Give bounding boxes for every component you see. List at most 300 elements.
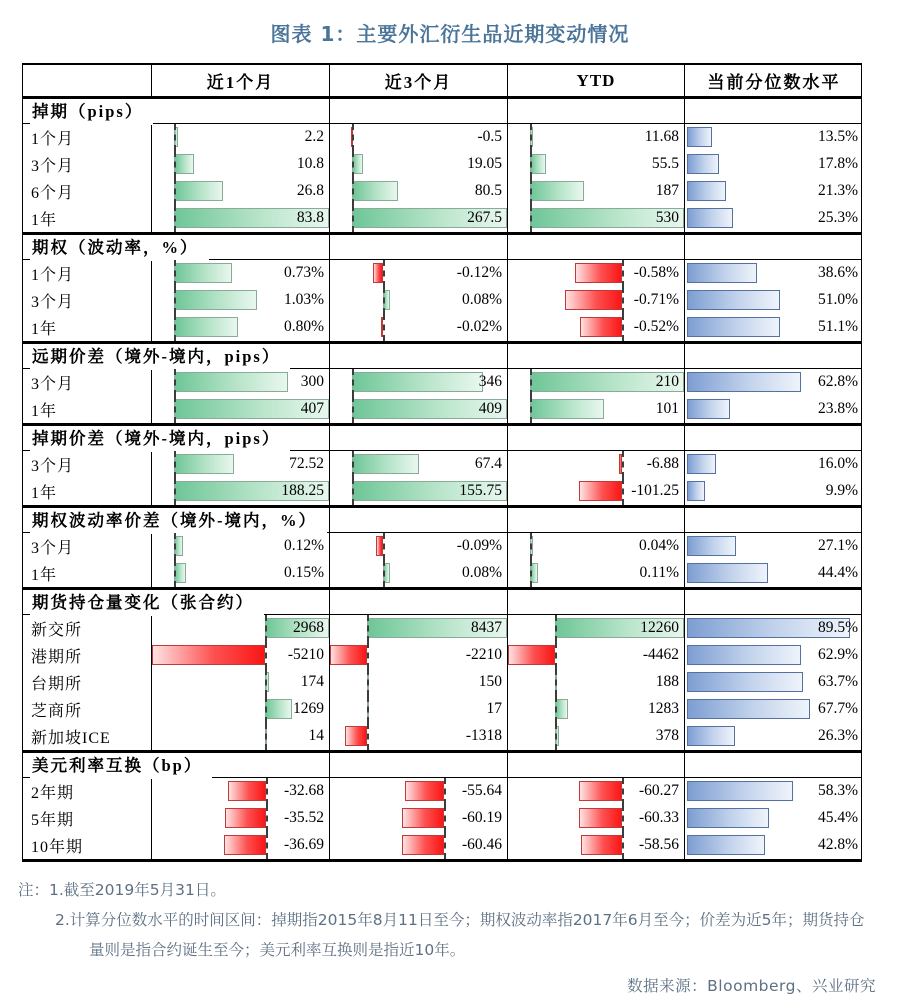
value-cell [151,723,329,750]
percentile-cell [684,723,863,750]
row-label: 3个月 [31,376,75,393]
value-label: 174 [300,673,324,690]
percentile-label: 67.7% [817,700,858,717]
percentile-label: 17.8% [817,155,858,172]
value-label: -55.64 [461,782,502,799]
column-divider [507,235,508,259]
column-divider [329,235,330,259]
value-cell [151,314,329,341]
zero-axis-line [383,314,385,341]
row-label: 3个月 [31,540,75,557]
percentile-label: 62.9% [817,646,858,663]
value-label: 378 [655,727,679,744]
column-divider [329,344,330,368]
value-label: 0.15% [283,564,324,581]
value-label: 346 [478,373,502,390]
percentile-cell [684,396,863,423]
value-label: 150 [478,673,502,690]
positive-bar [174,181,224,201]
value-cell [329,723,507,750]
section-title: 期权（波动率，%） [30,235,209,261]
row-label: 1年 [31,212,58,229]
positive-bar [530,399,604,419]
value-cell [507,615,684,642]
percentile-cell [684,451,863,478]
value-label: 14 [308,727,324,744]
zero-axis-line [622,287,624,314]
table-row [23,533,861,560]
percentile-cell [684,205,863,232]
zero-axis-line [555,696,557,723]
value-cell [507,451,684,478]
zero-axis-line [622,451,624,478]
value-label: 2968 [293,619,324,636]
column-divider [507,99,508,123]
zero-axis-line [622,778,624,805]
zero-axis-line [174,287,176,314]
negative-bar [579,781,621,801]
percentile-label: 9.9% [825,482,858,499]
row-label: 2年期 [31,785,75,802]
table-row [23,832,861,859]
percentile-cell [684,669,863,696]
percentile-bar [687,290,780,310]
zero-axis-line [367,723,369,750]
table-row [23,124,861,151]
value-cell [151,151,329,178]
value-label: 26.8 [296,182,324,199]
percentile-bar [687,726,735,746]
value-cell [151,832,329,859]
value-label: 0.04% [638,537,679,554]
value-label: 0.12% [283,537,324,554]
percentile-bar [687,781,793,801]
zero-axis-line [622,478,624,505]
percentile-cell [684,642,863,669]
percentile-cell [684,260,863,287]
percentile-cell [684,478,863,505]
value-cell [507,723,684,750]
value-label: -0.58% [633,264,679,281]
value-cell [329,478,507,505]
row-label: 芝商所 [31,703,83,720]
zero-axis-line [367,615,369,642]
percentile-label: 27.1% [817,537,858,554]
percentile-label: 42.8% [817,836,858,853]
column-divider [329,99,330,123]
row-label: 台期所 [31,676,83,693]
zero-axis-line [174,451,176,478]
value-cell [151,260,329,287]
row-label: 3个月 [31,458,75,475]
negative-bar [402,808,444,828]
row-label: 新加坡ICE [31,730,111,747]
section-title: 期权波动率价差（境外-境内，%） [30,508,327,534]
table-row [23,642,861,669]
value-label: 67.4 [474,455,502,472]
negative-bar [152,645,265,665]
negative-bar [508,645,555,665]
table-row [23,369,861,396]
footnote-2: 2.计算分位数水平的时间区间：掉期指2015年8月11日至今；期权波动率指2017年6月至今；价差为近5年；期货持仓量则是指合约诞生至今；美元利率互换则是指近10年。 [55,911,865,960]
zero-axis-line [530,124,532,151]
value-cell [329,369,507,396]
value-cell [329,778,507,805]
zero-axis-line [174,369,176,396]
value-cell [507,696,684,723]
column-divider [684,99,685,123]
table-row [23,178,861,205]
value-label: 101 [655,400,679,417]
row-label: 新交所 [31,622,83,639]
column-divider [684,426,685,450]
source-credit: 数据来源：Bloomberg、兴业研究 [627,976,876,995]
zero-axis-line [174,260,176,287]
value-cell [329,669,507,696]
table-body [23,96,861,859]
value-label: -101.25 [631,482,679,499]
negative-bar [580,317,622,337]
zero-axis-line [530,151,532,178]
row-label: 6个月 [31,185,75,202]
zero-axis-line [265,642,267,669]
page-title: 图表 1：主要外汇衍生品近期变动情况 [270,22,630,46]
value-cell [151,533,329,560]
percentile-cell [684,533,863,560]
row-label: 1年 [31,567,58,584]
header-empty-cell [23,65,151,96]
zero-axis-line [383,560,385,587]
percentile-bar [687,317,780,337]
positive-bar [174,290,257,310]
row-label: 5年期 [31,812,75,829]
value-label: -0.52% [633,318,679,335]
value-label: -5210 [287,646,324,663]
negative-bar [376,536,383,556]
column-divider [684,753,685,777]
zero-axis-line [266,805,268,832]
value-label: 187 [655,182,679,199]
table-row [23,696,861,723]
table-row [23,778,861,805]
zero-axis-line [352,369,354,396]
value-cell [507,151,684,178]
table-row [23,669,861,696]
percentile-label: 23.8% [817,400,858,417]
column-divider [507,426,508,450]
value-cell [151,478,329,505]
value-cell [507,396,684,423]
zero-axis-line [530,205,532,232]
value-cell [507,314,684,341]
percentile-bar [687,181,726,201]
value-cell [329,615,507,642]
value-cell [507,533,684,560]
zero-axis-line [174,533,176,560]
row-label: 港期所 [31,649,83,666]
zero-axis-line [530,369,532,396]
zero-axis-line [555,669,557,696]
value-label: -58.56 [638,836,679,853]
table-row [23,314,861,341]
row-label: 1个月 [31,267,75,284]
percentile-label: 26.3% [817,727,858,744]
positive-bar [174,317,238,337]
value-label: 0.80% [283,318,324,335]
value-label: 407 [300,400,324,417]
percentile-label: 58.3% [817,782,858,799]
column-divider [684,508,685,532]
table-row [23,151,861,178]
derivatives-table [22,63,862,862]
percentile-label: 51.1% [817,318,858,335]
positive-bar [352,454,419,474]
zero-axis-line [174,205,176,232]
percentile-cell [684,178,863,205]
zero-axis-line [174,396,176,423]
value-label: -60.46 [461,836,502,853]
percentile-cell [684,124,863,151]
value-cell [329,287,507,314]
value-cell [151,396,329,423]
positive-bar [530,181,584,201]
value-label: -4462 [642,646,679,663]
row-label: 10年期 [31,839,84,856]
zero-axis-line [174,151,176,178]
percentile-bar [687,454,716,474]
negative-bar [228,781,266,801]
value-cell [507,832,684,859]
percentile-bar [687,672,803,692]
negative-bar [402,835,444,855]
zero-axis-line [622,805,624,832]
value-label: 530 [655,209,679,226]
zero-axis-line [367,669,369,696]
percentile-bar [687,808,769,828]
value-cell [151,451,329,478]
percentile-label: 21.3% [817,182,858,199]
zero-axis-line [383,533,385,560]
percentile-label: 63.7% [817,673,858,690]
value-label: 1283 [648,700,679,717]
value-cell [329,205,507,232]
value-label: 19.05 [467,155,502,172]
value-label: -0.12% [456,264,502,281]
zero-axis-line [174,178,176,205]
negative-bar [224,835,266,855]
value-label: 188.25 [281,482,324,499]
value-cell [507,260,684,287]
value-cell [151,287,329,314]
negative-bar [575,263,621,283]
value-cell [151,369,329,396]
value-cell [507,669,684,696]
value-cell [329,832,507,859]
percentile-cell [684,832,863,859]
negative-bar [225,808,266,828]
column-divider [329,508,330,532]
value-cell [151,696,329,723]
percentile-label: 16.0% [817,455,858,472]
positive-bar [555,699,569,719]
percentile-label: 45.4% [817,809,858,826]
column-divider [684,590,685,614]
zero-axis-line [367,642,369,669]
zero-axis-line [555,615,557,642]
percentile-cell [684,151,863,178]
section-title: 掉期（pips） [30,99,153,125]
percentile-label: 25.3% [817,209,858,226]
zero-axis-line [367,696,369,723]
table-row [23,723,861,750]
section-title: 美元利率互换（bp） [30,753,212,779]
percentile-label: 51.0% [817,291,858,308]
value-cell [329,396,507,423]
value-label: -0.71% [633,291,679,308]
value-label: -6.88 [646,455,679,472]
value-cell [151,205,329,232]
value-cell [151,178,329,205]
zero-axis-line [266,832,268,859]
value-cell [329,178,507,205]
value-cell [329,696,507,723]
percentile-label: 38.6% [817,264,858,281]
value-cell [151,778,329,805]
value-cell [507,778,684,805]
zero-axis-line [622,260,624,287]
positive-bar [265,699,292,719]
negative-bar [565,290,622,310]
section-header-row [23,96,861,124]
section-header-row [23,505,861,533]
value-label: -32.68 [283,782,324,799]
percentile-label: 13.5% [817,128,858,145]
value-cell [151,124,329,151]
section-header-row [23,750,861,778]
value-label: 0.11% [639,564,679,581]
negative-bar [581,835,622,855]
zero-axis-line [174,124,176,151]
value-cell [507,560,684,587]
zero-axis-line [444,778,446,805]
table-row [23,451,861,478]
row-label: 1年 [31,321,58,338]
percentile-cell [684,560,863,587]
positive-bar [174,454,234,474]
row-label: 3个月 [31,158,75,175]
positive-bar [174,154,194,174]
zero-axis-line [174,478,176,505]
percentile-bar [687,127,712,147]
table-row [23,805,861,832]
positive-bar [352,372,483,392]
value-label: 10.8 [296,155,324,172]
zero-axis-line [352,478,354,505]
row-label: 3个月 [31,294,75,311]
value-cell [329,560,507,587]
percentile-bar [687,208,733,228]
zero-axis-line [444,805,446,832]
value-label: 12260 [640,619,679,636]
percentile-cell [684,287,863,314]
value-label: 17 [486,700,502,717]
value-cell [151,642,329,669]
section-header-row [23,587,861,615]
value-label: 0.73% [283,264,324,281]
section-title: 期货持仓量变化（张合约） [30,590,264,616]
value-cell [329,151,507,178]
zero-axis-line [265,696,267,723]
zero-axis-line [622,832,624,859]
section-title: 掉期价差（境外-境内，pips） [30,426,290,452]
value-label: 155.75 [459,482,502,499]
zero-axis-line [352,396,354,423]
table-row [23,205,861,232]
positive-bar [174,263,233,283]
zero-axis-line [383,260,385,287]
column-divider [507,508,508,532]
section-title: 远期价差（境外-境内，pips） [30,344,290,370]
percentile-bar [687,699,810,719]
zero-axis-line [352,205,354,232]
value-cell [507,478,684,505]
table-header-row [23,65,861,96]
value-label: -36.69 [283,836,324,853]
value-label: 11.68 [644,128,679,145]
zero-axis-line [555,723,557,750]
table-row [23,287,861,314]
header-current-percentile: 当前分位数水平 [684,65,863,96]
negative-bar [579,808,621,828]
zero-axis-line [265,723,267,750]
zero-axis-line [174,314,176,341]
value-label: -0.02% [456,318,502,335]
percentile-cell [684,805,863,832]
percentile-cell [684,778,863,805]
value-cell [329,533,507,560]
percentile-bar [687,372,801,392]
value-label: 80.5 [474,182,502,199]
value-cell [151,615,329,642]
percentile-label: 89.5% [817,619,858,636]
value-cell [151,805,329,832]
negative-bar [579,481,621,501]
zero-axis-line [266,778,268,805]
row-label: 1个月 [31,131,75,148]
value-label: -60.27 [638,782,679,799]
value-label: 2.2 [304,128,324,145]
percentile-bar [687,263,757,283]
value-label: 1.03% [283,291,324,308]
column-divider [329,753,330,777]
value-label: 83.8 [296,209,324,226]
value-cell [507,805,684,832]
header-last-1-month: 近1个月 [151,65,329,96]
zero-axis-line [352,151,354,178]
column-divider [507,753,508,777]
value-cell [329,642,507,669]
column-divider [329,426,330,450]
footnotes [18,875,868,966]
value-cell [507,642,684,669]
header-ytd: YTD [507,65,684,96]
zero-axis-line [444,832,446,859]
percentile-cell [684,696,863,723]
column-divider [684,235,685,259]
value-label: 409 [478,400,502,417]
zero-axis-line [530,533,532,560]
zero-axis-line [530,178,532,205]
